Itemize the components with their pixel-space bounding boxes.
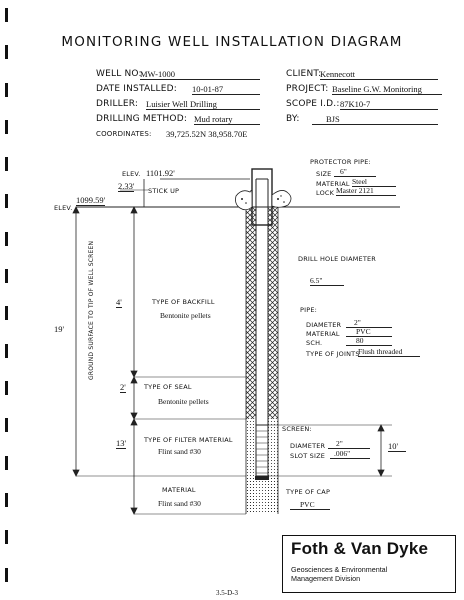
page-title: MONITORING WELL INSTALLATION DIAGRAM	[61, 34, 403, 50]
screen-diameter-label: DIAMETER	[290, 442, 326, 450]
total-depth-value: 19'	[54, 324, 65, 334]
elev-ground-value: 1099.59'	[76, 195, 106, 205]
seal-depth: 2'	[120, 382, 126, 392]
by-label: BY:	[286, 114, 300, 124]
by-value: BJS	[312, 114, 438, 125]
pipe-material-label: MATERIAL	[306, 330, 340, 338]
binder-marks	[5, 8, 8, 582]
elev-ground-label: ELEV.	[54, 204, 73, 212]
stick-up-value: 2.33'	[118, 181, 135, 191]
protector-lock-label: LOCK	[316, 189, 335, 197]
cap-value: PVC	[290, 500, 330, 510]
filter-label: TYPE OF FILTER MATERIAL	[144, 436, 233, 444]
screen-slot-value: .006"	[330, 449, 370, 459]
filter-value: Flint sand #30	[158, 447, 201, 456]
backfill-value: Bentonite pellets	[160, 311, 211, 320]
riser-pipe	[256, 179, 268, 425]
project-label: PROJECT:	[286, 84, 329, 94]
drilling-method-value: Mud rotary	[194, 114, 260, 125]
coordinates-label: COORDINATES:	[96, 130, 152, 138]
backfill-depth: 4'	[116, 297, 122, 307]
pipe-sch-label: SCH.	[306, 339, 323, 347]
client-label: CLIENT:	[286, 69, 322, 79]
pipe-title: PIPE:	[300, 306, 318, 314]
screen-title: SCREEN:	[282, 425, 312, 433]
elev-top-label: ELEV.	[122, 170, 141, 178]
bottom-material-label: MATERIAL	[162, 486, 196, 494]
bottom-material-value: Flint sand #30	[158, 499, 201, 508]
drilling-method-label: DRILLING METHOD:	[96, 114, 188, 124]
protector-pipe-title: PROTECTOR PIPE:	[310, 158, 371, 166]
drill-hole-label: DRILL HOLE DIAMETER	[298, 255, 377, 263]
protector-size-value: 6"	[334, 167, 376, 177]
well-screen	[255, 425, 269, 480]
date-installed-value: 10-01-87	[192, 84, 260, 95]
protector-size-label: SIZE	[316, 170, 332, 178]
project-value: Baseline G.W. Monitoring	[332, 84, 442, 95]
filter-depth: 13'	[116, 438, 127, 448]
company-division-line2: Management Division	[291, 574, 361, 583]
company-name: Foth & Van Dyke	[291, 539, 429, 558]
well-no-value: MW-1000	[140, 69, 260, 80]
drill-hole-value: 6.5"	[310, 276, 344, 286]
pipe-sch-value: 80	[346, 336, 392, 346]
driller-label: DRILLER:	[96, 99, 139, 109]
cap-label: TYPE OF CAP	[286, 488, 331, 496]
company-division-line1: Geosciences & Environmental	[291, 565, 388, 574]
seal-label: TYPE OF SEAL	[144, 383, 192, 391]
vertical-axis-label: GROUND SURFACE TO TIP OF WELL SCREEN	[88, 240, 95, 380]
protector-material-value: Steel	[352, 177, 396, 187]
screen-diameter-value: 2"	[328, 439, 370, 449]
screen-slot-label: SLOT SIZE	[290, 452, 326, 460]
well-no-label: WELL NO:	[96, 69, 142, 79]
pipe-diameter-value: 2"	[346, 318, 392, 328]
elev-top-value: 1101.92'	[146, 168, 175, 178]
coordinates-value: 39,725.52N 38,958.70E	[166, 129, 248, 139]
pipe-joints-value: Flush threaded	[358, 347, 420, 357]
pipe-joints-label: TYPE OF JOINTS	[306, 350, 360, 358]
stick-up-label: STICK UP	[148, 187, 180, 195]
pipe-material-value: PVC	[346, 327, 392, 337]
seal-value: Bentonite pellets	[158, 397, 209, 406]
driller-value: Luisier Well Drilling	[146, 99, 260, 110]
scope-id-value: 87K10-7	[340, 99, 438, 110]
backfill-label: TYPE OF BACKFILL	[152, 298, 215, 306]
date-installed-label: DATE INSTALLED:	[96, 84, 178, 94]
company-logo	[282, 535, 456, 593]
protector-material-label: MATERIAL	[316, 180, 350, 188]
screen-length-value: 10'	[388, 441, 406, 452]
scope-id-label: SCOPE I.D.:	[286, 99, 340, 109]
pipe-diameter-label: DIAMETER	[306, 321, 342, 329]
page-number: 3.5-D-3	[216, 589, 238, 597]
client-value: Kennecott	[320, 69, 438, 80]
protector-lock-value: Master 2121	[336, 186, 396, 196]
